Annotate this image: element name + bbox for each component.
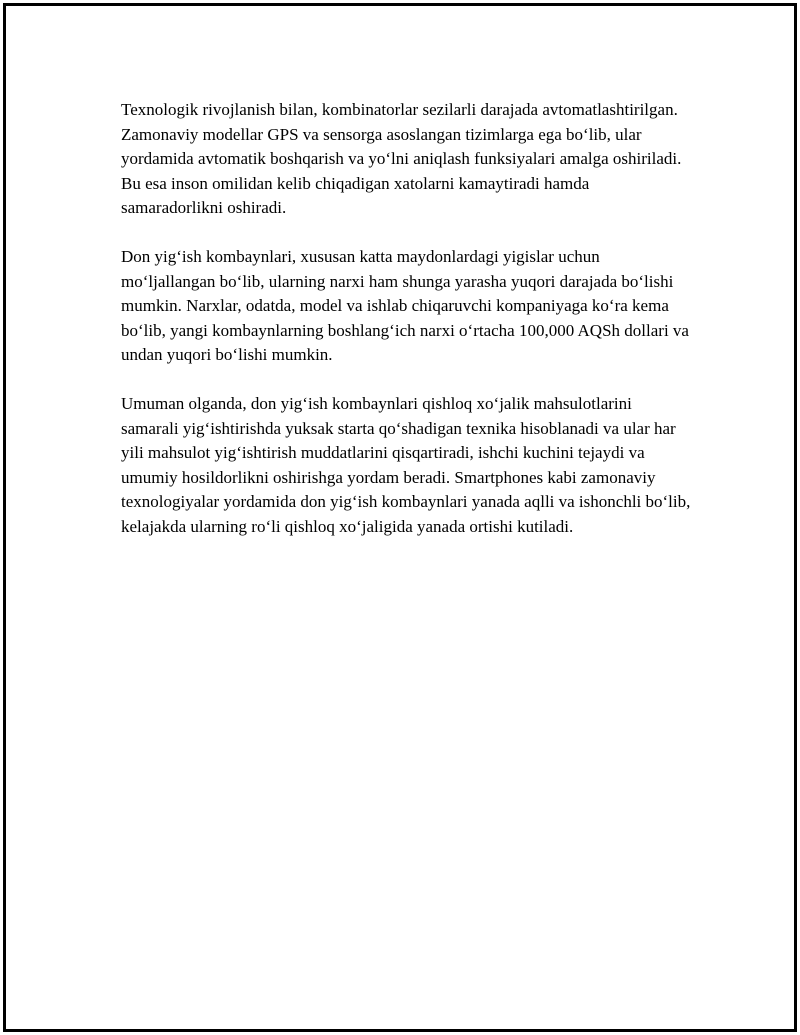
page-frame [3,3,797,1032]
document-body [121,98,691,564]
paragraph-3: Umuman olganda, don yig‘ish kombaynlari qishloq xo‘jalik mahsulotlarini samarali yig‘ishtirishda yuksak starta qo‘shadigan texnika hisoblanadi va ular har yili mahsulot yig‘ishtirish muddatlarini qisqartiradi, ishchi kuchini tejaydi va umumiy hosildorlikni oshirishga yordam beradi. Smartphones kabi zamonaviy texnologiyalar yordamida don yig‘ish kombaynlari yanada aqlli va ishonchli bo‘lib, kelajakda ularning ro‘li qishloq xo‘jaligida yanada ortishi kutiladi. [121,394,691,536]
paragraph-2: Don yig‘ish kombaynlari, xususan katta maydonlardagi yigislar uchun mo‘ljallangan bo‘lib, ularning narxi ham shunga yarasha yuqori darajada bo‘lishi mumkin. Narxlar, odatda, model va ishlab chiqaruvchi kompaniyaga ko‘ra kema bo‘lib, yangi kombaynlarning boshlang‘ich narxi o‘rtacha 100,000 AQSh dollari va undan yuqori bo‘lishi mumkin. [121,247,689,364]
paragraph-1: Texnologik rivojlanish bilan, kombinatorlar sezilarli darajada avtomatlashtirilgan. Zamonaviy modellar GPS va sensorga asoslangan tizimlarga ega bo‘lib, ular yordamida avtomatik boshqarish va yo‘lni aniqlash funksiyalari amalga oshiriladi. Bu esa inson omilidan kelib chiqadigan xatolarni kamaytiradi hamda samaradorlikni oshiradi. [121,100,682,217]
